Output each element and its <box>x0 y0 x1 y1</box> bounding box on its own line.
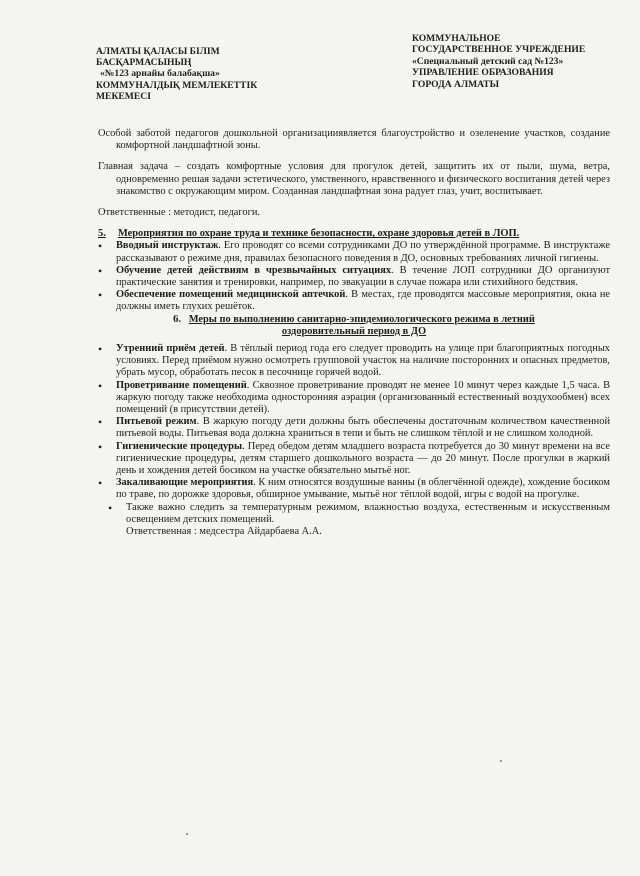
scan-speck <box>186 833 188 835</box>
header-left-line: МЕКЕМЕСІ <box>96 90 151 102</box>
item-title: Обеспечение помещений медицинской аптечкой <box>116 289 346 301</box>
bullet-icon: • <box>98 378 103 393</box>
header-left-line: КОММУНАЛДЫҚ МЕМЛЕКЕТТІК <box>96 79 258 91</box>
item-text: . В местах, где проводятся массовые мероприятия, окна не должны иметь глухих решёток. <box>116 289 610 313</box>
item-text: . Его проводят со всеми сотрудниками ДО по утверждённой программе. В инструктаже рассказывают о режиме дня, правилах безопасного поведения в ДО, основных требованиях личной гигиены. <box>116 240 610 264</box>
list-item <box>98 477 610 501</box>
list-item <box>98 441 610 478</box>
list-item <box>98 380 610 417</box>
header-right-russian <box>412 33 612 90</box>
item-title: Обучение детей действиям в чрезвычайных ситуациях <box>116 264 392 276</box>
item-title: Проветривание помещений <box>116 379 247 391</box>
bullet-icon: • <box>98 288 103 303</box>
bullet-icon: • <box>98 342 103 357</box>
document-body <box>98 128 610 538</box>
list-item <box>98 502 610 526</box>
section-5-heading <box>98 228 610 240</box>
scan-speck <box>500 760 502 762</box>
item-title: Утренний приём детей <box>116 343 225 355</box>
list-item <box>98 416 610 440</box>
item-title: Вводный инструктаж <box>116 240 219 252</box>
bullet-icon: • <box>98 415 103 430</box>
bullet-icon: • <box>108 500 113 515</box>
paragraph-landscaping: Особой заботой педагогов дошкольной организацииявляется благоустройство и озеленение участков, создание комфортной ландшафтной зоны. <box>98 128 610 152</box>
header-left-line: АЛМАТЫ ҚАЛАСЫ БІЛІМ <box>96 46 220 57</box>
item-title: Закаливающие мероприятия <box>116 477 254 489</box>
header-right-line: УПРАВЛЕНИЕ ОБРАЗОВАНИЯ <box>412 67 554 79</box>
list-item <box>98 240 610 264</box>
paragraph-main-task: Главная задача – создать комфортные условия для прогулок детей, защитить их от пыли, шума, ветра, одновременно решая задачи эстетического, умственного, нравственного и физического воспитания детей через знакомство с окружающим миром. Созданная ландшафтная зона радует глаз, учит, воспитывает. <box>98 161 610 197</box>
list-item <box>98 265 610 289</box>
bullet-icon: • <box>98 439 103 454</box>
section-5-title: Мероприятия по охране труда и технике безопасности, охране здоровья детей в ЛОП. <box>118 228 520 240</box>
item-text: . В жаркую погоду дети должны быть обеспечены достаточным количеством качественной питьевой воды. Питьевая вода должна храниться в тепи и быть не слишком тёплой и не слишком холодной. <box>116 416 611 440</box>
item-text: Также важно следить за температурным режимом, влажностью воздуха, естественным и искусственным освещением детских помещений. <box>126 501 610 525</box>
item-title: Питьевой режим <box>116 416 197 428</box>
item-text: . В течение ЛОП сотрудники ДО организуют практические занятия и тренировки, например, по эвакуации в случае пожара или стихийного бедствия. <box>116 264 610 289</box>
list-item <box>98 343 610 380</box>
section-6-number: 6. <box>173 313 181 325</box>
item-text: . К ним относятся воздушные ванны (в облегчённой одежде), хождение босиком по траве, по дорожке здоровья, обширное умывание, мытьё ног тёплой водой, игры с водой на прогулке. <box>116 477 611 501</box>
item-text: . В тёплый период года его следует проводить на улице при благоприятных погодных условиях. Перед приёмом нужно осмотреть групповой участок на наличие посторонних и опасных предметов, убрать мусор, обработать песок в песочнице горячей водой. <box>116 343 611 379</box>
item-text: . Сквозное проветривание проводят не менее 10 минут через каждые 1,5 часа. В жаркую погоду также необходима односторонняя аэрация (организованный естественный воздухообмен) всех помещений (в присутствии детей). <box>116 379 610 416</box>
item-title: Гигиенические процедуры <box>116 440 243 452</box>
header-right-line: ГОРОДА АЛМАТЫ <box>412 78 500 90</box>
header-left-line: БАСҚАРМАСЫНЫҢ <box>96 57 192 69</box>
section-6-title-line1: Меры по выполнению санитарно-эпидемиологического режима в летний <box>188 313 535 325</box>
section-5-number: 5. <box>98 228 106 240</box>
item-text: . Перед обедом детям младшего возраста потребуется до 30 минут времени на все гигиенические процедуры, детям старшего дошкольного возраста — до 20 минут. После прогулки в жаркий день и хождения детей босиком на участке обязательно мытьё ног. <box>116 440 611 477</box>
bullet-icon: • <box>98 476 103 491</box>
responsible-nurse: Ответственная : медсестра Айдарбаева А.А. <box>126 526 322 538</box>
bullet-icon: • <box>98 263 103 278</box>
header-right-line: КОММУНАЛЬНОЕ <box>412 33 501 44</box>
header-left-kazakh <box>96 46 296 102</box>
list-item <box>98 289 610 313</box>
header-right-line: «Специальный детский сад №123» <box>412 55 564 67</box>
header-left-line: «№123 арнайы балабақша» <box>100 68 220 80</box>
bullet-icon: • <box>98 239 103 254</box>
section-6-title-line2: оздоровительный период в ДО <box>281 325 427 337</box>
header-right-line: ГОСУДАРСТВЕННОЕ УЧРЕЖДЕНИЕ <box>412 44 586 56</box>
section-6-heading <box>98 314 610 338</box>
responsible-methodist: Ответственные : методист, педагоги. <box>98 207 261 219</box>
